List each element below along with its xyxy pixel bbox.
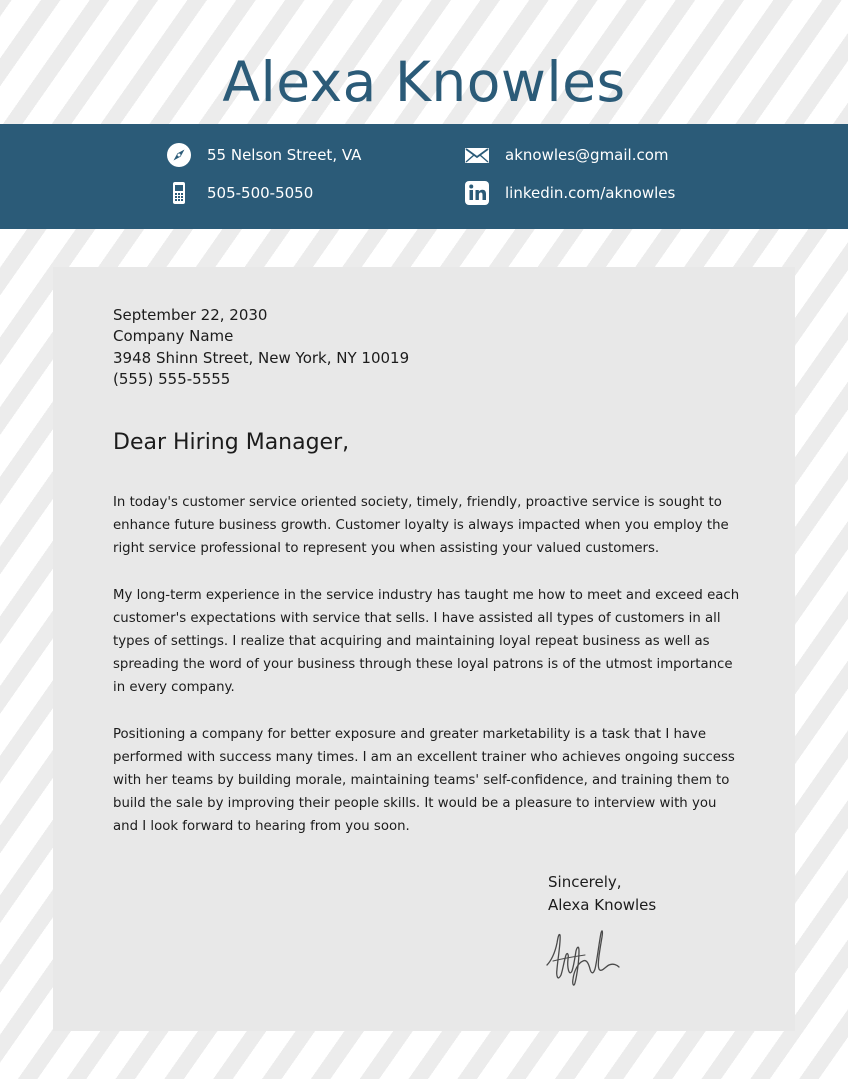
contact-email	[464, 142, 669, 168]
linkedin-icon	[464, 180, 490, 206]
recipient-block	[113, 305, 409, 390]
body-paragraph-2: My long-term experience in the service industry has taught me how to meet and exceed each customer's expectations with service that sells. I have assisted all types of customers in all types of settings. I realize that acquiring and maintaining loyal repeat business as well as spreading the word of your business through these loyal patrons is of the utmost importance in every company.	[113, 588, 740, 695]
recipient-phone: (555) 555-5555	[113, 369, 231, 388]
contact-linkedin	[464, 180, 675, 206]
closing-block	[548, 871, 656, 917]
address-text: 55 Nelson Street, VA	[207, 146, 362, 164]
letter-body	[53, 267, 795, 1031]
email-link[interactable]: aknowles@gmail.com	[505, 146, 669, 164]
salutation: Dear Hiring Manager,	[113, 430, 350, 455]
recipient-address: 3948 Shinn Street, New York, NY 10019	[113, 348, 410, 367]
signer-name: Alexa Knowles	[548, 896, 657, 914]
letter-date: September 22, 2030	[113, 306, 268, 324]
body-paragraph-1: In today's customer service oriented society, timely, friendly, proactive service is sought to enhance future business growth. Customer loyalty is always impacted when you employ the right service professional to represent you when assisting your valued customers.	[113, 495, 729, 556]
contact-band	[0, 124, 848, 229]
applicant-name: Alexa Knowles	[222, 50, 626, 114]
compass-icon	[166, 142, 192, 168]
contact-address	[166, 142, 361, 168]
linkedin-link[interactable]: linkedin.com/aknowles	[505, 184, 676, 202]
closing-phrase: Sincerely,	[548, 873, 622, 891]
contact-phone	[166, 180, 313, 206]
envelope-icon	[464, 142, 490, 168]
body-paragraph-3: Positioning a company for better exposure and greater marketability is a task that I have performed with success many times. I am an excellent trainer who achieves ongoing success with her teams by building morale, maintaining teams' self-confidence, and training them to build the sale by improving their people skills. It would be a pleasure to interview with you and I look forward to hearing from you soon.	[113, 727, 735, 834]
phone-text: 505-500-5050	[207, 184, 314, 202]
mobile-phone-icon	[166, 180, 192, 206]
recipient-company: Company Name	[113, 327, 234, 346]
signature-image	[545, 921, 621, 991]
